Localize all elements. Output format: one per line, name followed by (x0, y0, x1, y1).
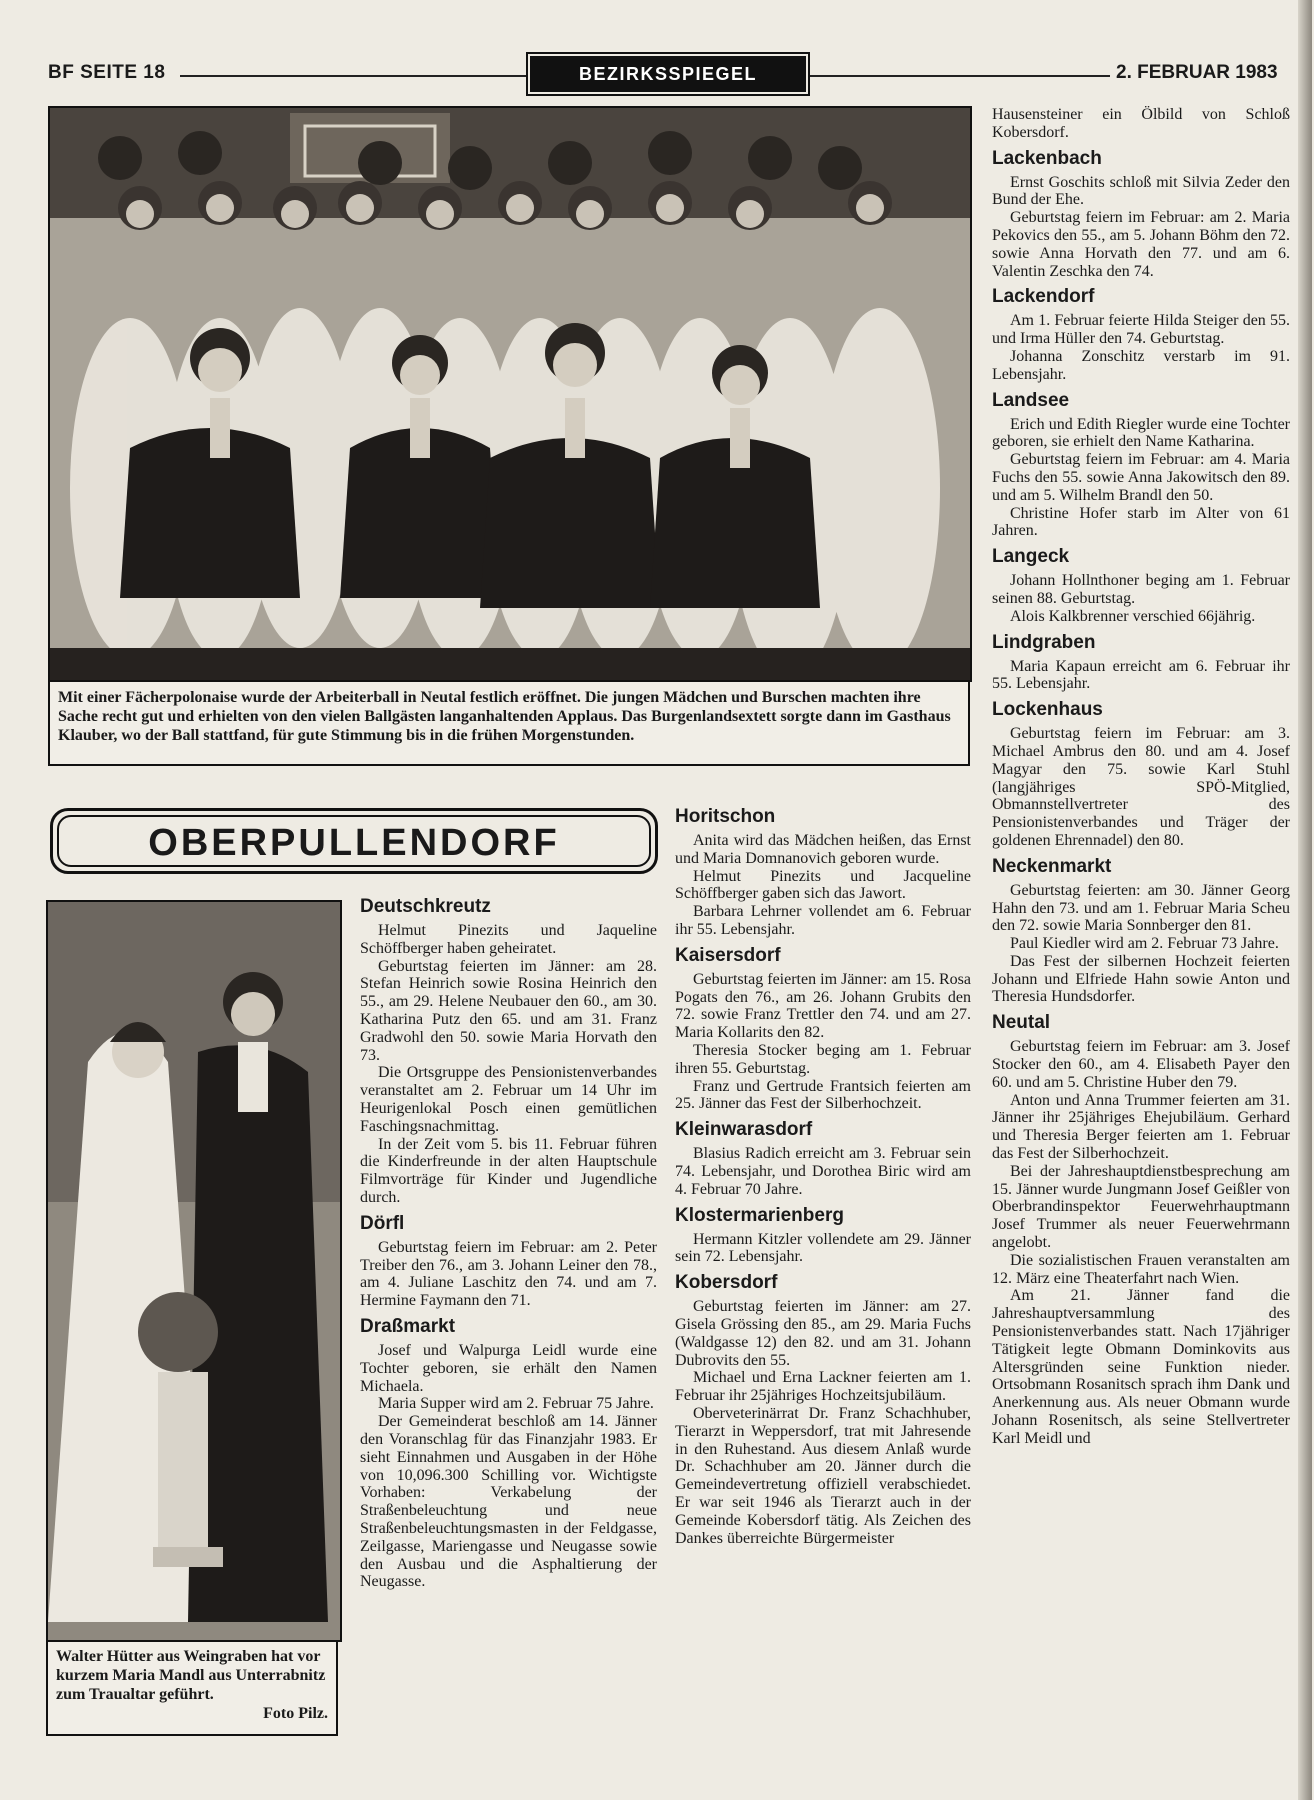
photo-credit: Foto Pilz. (263, 1705, 328, 1722)
group-photo (48, 106, 972, 682)
article-paragraph: Geburtstag feierten im Jänner: am 28. Stefan Heinrich sowie Rosina Heinrich den 55., am 29. Helene Neubauer den 60., am 30. Katharina Putz den 65. und am 31. Franz Gradwohl den 50. sowie Maria Horvath den 73. (360, 957, 657, 1064)
article-paragraph: Helmut Pinezits und Jacqueline Schöffberger gaben sich das Jawort. (675, 867, 971, 903)
wedding-photo-illustration (48, 902, 340, 1640)
section-title: BEZIRKSSPIEGEL (578, 64, 758, 84)
article-paragraph: Ernst Goschits schloß mit Silvia Zeder den Bund der Ehe. (992, 173, 1290, 209)
article-paragraph: Das Fest der silbernen Hochzeit feierten Johann und Elfriede Hahn sowie Anton und Theresia Hundsdorfer. (992, 952, 1290, 1006)
heading-drassmarkt: Draßmarkt (360, 1315, 456, 1337)
article-paragraph: Am 21. Jänner fand die Jahreshauptversammlung des Pensionistenverbandes statt. Nach 17jähriger Tätigkeit legte Obmann Dominkovits aus Altersgründen seine Funktion nieder. Ortsobmann Rosanitsch sprach ihm Dank und Anerkennung aus. Als neuer Obmann wurde Johann Rosenitsch, als seine Stellvertreter Karl Meidl und (992, 1287, 1290, 1447)
region-title: OBERPULLENDORF (57, 815, 651, 867)
group-photo-illustration (50, 108, 970, 680)
heading-horitschon: Horitschon (675, 806, 776, 827)
article-paragraph: Maria Kapaun erreicht am 6. Februar ihr 55. Lebensjahr. (992, 657, 1290, 693)
article-paragraph: Alois Kalkbrenner verschied 66jährig. (1010, 607, 1256, 625)
article-paragraph-continued: Hausensteiner ein Ölbild von Schloß Kobersdorf. (992, 106, 1290, 141)
article-paragraph: Der Gemeinderat beschloß am 14. Jänner den Voranschlag für das Finanzjahr 1983. Er sieht Einnahmen und Ausgaben in der Höhe von 10,096.300 Schilling vor. Wichtigste Vorhaben: Verkabelung der Straßenbeleuchtung und neue Straßenbeleuchtungsmasten in der Feldgasse, Zeilgasse, Mariengasse und Neugasse sowie den Ausbau und die Asphaltierung der Neugasse. (360, 1413, 657, 1591)
article-paragraph: Christine Hofer starb im Alter von 61 Jahren. (992, 504, 1290, 540)
article-paragraph: Hermann Kitzler vollendete am 29. Jänner sein 72. Lebensjahr. (675, 1230, 971, 1266)
section-title-box (530, 56, 806, 92)
article-paragraph: Franz und Gertrude Frantsich feierten am 25. Jänner das Fest der Silberhochzeit. (675, 1077, 971, 1113)
article-paragraph: Geburtstag feiern im Februar: am 2. Peter Treiber den 76., am 3. Johann Leiner den 78., am 4. Juliane Laschitz den 74. und am 7. Hermine Faymann den 71. (360, 1238, 657, 1310)
heading-langeck: Langeck (992, 546, 1070, 568)
article-paragraph: Oberveterinärrat Dr. Franz Schachhuber, Tierarzt in Weppersdorf, trat mit Jahresende in den Ruhestand. Aus diesem Anlaß wurde Dr. Schachhuber am 20. Jänner durch die Gemeindevertretung offiziell verabschiedet. Er war seit 1946 als Tierarzt auch in der Gemeinde Kobersdorf tätig. Als Zeichen des Dankes überreichte Bürgermeister (675, 1404, 971, 1547)
header-rule-left (180, 75, 528, 77)
heading-klostermarienberg: Klostermarienberg (675, 1204, 844, 1226)
wedding-caption-text: Walter Hütter aus Weingraben hat vor kurzem Maria Mandl aus Unterrabnitz zum Traualtar geführt. (56, 1648, 326, 1703)
column-2 (675, 800, 971, 1547)
heading-kaisersdorf: Kaisersdorf (675, 944, 781, 966)
heading-lackenbach: Lackenbach (992, 147, 1102, 169)
article-paragraph: Anton und Anna Trummer feierten am 31. Jänner ihr 25jähriges Ehejubiläum. Gerhard und Theresia Berger feierten am 1. Februar das Fest der Silberhochzeit. (992, 1091, 1290, 1163)
group-photo-caption: Mit einer Fächerpolonaise wurde der Arbeiterball in Neutal festlich eröffnet. Die jungen Mädchen und Burschen machten ihre Sache recht gut und erhielten von den vielen Ballgästen langanhaltenden Applaus. Das Burgenlandsextett sorgte dann im Gasthaus Klauber, wo der Ball stattfand, für gute Stimmung bis in die frühen Morgenstunden. (48, 680, 970, 766)
heading-landsee: Landsee (992, 389, 1070, 411)
article-paragraph: Geburtstag feiern im Februar: am 3. Josef Stocker den 60., am 4. Elisabeth Payer den 60. und am 5. Christine Huber den 79. (992, 1038, 1290, 1091)
article-paragraph: Paul Kiedler wird am 2. Februar 73 Jahre. (1010, 935, 1279, 953)
heading-lackendorf: Lackendorf (992, 286, 1095, 308)
article-paragraph: Geburtstag feiern im Februar: am 3. Michael Ambrus den 80. und am 4. Josef Magyar den 75. sowie Karl Stuhl (langjähriges SPÖ-Mitglied, Obmannstellvertreter des Pensionistenverbandes und Träger der goldenen Ehrennadel) den 80. (992, 725, 1290, 849)
article-paragraph: Bei der Jahreshauptdienstbesprechung am 15. Jänner wurde Jungmann Josef Geißler von Oberbrandinspektor Feuerwehrhauptmann Josef Trummer als neuer Feuerwehrmann angelobt. (992, 1162, 1290, 1252)
article-paragraph: Geburtstag feierten im Jänner: am 27. Gisela Grössing den 85., am 29. Maria Fuchs (Waldgasse 12) den 82. und am 31. Johann Dubrovits den 55. (675, 1298, 971, 1369)
heading-kobersdorf: Kobersdorf (675, 1272, 778, 1294)
article-paragraph: Die sozialistischen Frauen veranstalten am 12. März eine Theaterfahrt nach Wien. (992, 1251, 1290, 1287)
article-paragraph: Josef und Walpurga Leidl wurde eine Tochter geboren, sie erhält den Namen Michaela. (360, 1341, 657, 1395)
article-paragraph: Am 1. Februar feierte Hilda Steiger den 55. und Irma Hüller den 74. Geburtstag. (992, 312, 1290, 348)
article-paragraph: Die Ortsgruppe des Pensionistenverbandes veranstaltet am 2. Februar um 14 Uhr im Heurigenlokal Posch einen gemütlichen Faschingsnachmittag. (360, 1064, 657, 1135)
article-paragraph: Helmut Pinezits und Jaqueline Schöffberger haben geheiratet. (360, 922, 657, 957)
article-paragraph: Geburtstag feiern im Februar: am 4. Maria Fuchs den 55. sowie Anna Jakowitsch den 89. und am 5. Wilhelm Brandl den 50. (992, 451, 1290, 504)
issue-date: 2. FEBRUAR 1983 (1116, 62, 1278, 83)
heading-neutal: Neutal (992, 1012, 1051, 1034)
article-paragraph: In der Zeit vom 5. bis 11. Februar führen die Kinderfreunde in der alten Hauptschule Filmvorträge für Kinder und Jugendliche durch. (360, 1135, 657, 1206)
article-paragraph: Theresia Stocker beging am 1. Februar ihren 55. Geburtstag. (675, 1041, 971, 1077)
article-paragraph: Geburtstag feierten im Jänner: am 15. Rosa Pogats den 76., am 26. Johann Grubits den 72. sowie Franz Trettler den 74. und am 27. Maria Kollarits den 82. (675, 970, 971, 1042)
heading-lockenhaus: Lockenhaus (992, 699, 1103, 721)
article-paragraph: Erich und Edith Riegler wurde eine Tochter geboren, sie erhielt den Name Katharina. (992, 415, 1290, 451)
header-rule-right (810, 75, 1110, 77)
article-paragraph: Geburtstag feiern im Februar: am 2. Maria Pekovics den 55., am 5. Johann Böhm den 72. sowie Anna Horvath den 77. und am 6. Valentin Zeschka den 74. (992, 209, 1290, 280)
article-paragraph: Maria Supper wird am 2. Februar 75 Jahre. (378, 1395, 654, 1413)
article-paragraph: Geburtstag feierten: am 30. Jänner Georg Hahn den 73. und am 1. Februar Maria Scheu den 72. sowie Maria Sonnberger den 81. (992, 881, 1290, 935)
heading-deutschkreutz: Deutschkreutz (360, 896, 491, 917)
heading-lindgraben: Lindgraben (992, 631, 1096, 653)
wedding-photo (46, 900, 342, 1642)
page-edge-shadow (1298, 0, 1312, 1800)
article-paragraph: Barbara Lehrner vollendet am 6. Februar ihr 55. Lebensjahr. (675, 903, 971, 938)
region-banner (50, 808, 658, 874)
heading-neckenmarkt: Neckenmarkt (992, 855, 1112, 877)
page-number: BF SEITE 18 (48, 62, 166, 83)
article-paragraph: Anita wird das Mädchen heißen, das Ernst und Maria Domnanovich geboren wurde. (675, 832, 971, 867)
column-1 (360, 890, 657, 1591)
article-paragraph: Michael und Erna Lackner feierten am 1. Februar ihr 25jähriges Hochzeitsjubiläum. (675, 1369, 971, 1405)
article-paragraph: Johann Hollnthoner beging am 1. Februar seinen 88. Geburtstag. (992, 572, 1290, 607)
heading-doerfl: Dörfl (360, 1212, 405, 1234)
column-3 (992, 106, 1290, 1448)
article-paragraph: Johanna Zonschitz verstarb im 91. Lebensjahr. (992, 347, 1290, 383)
wedding-photo-caption (46, 1640, 338, 1736)
heading-kleinwarasdorf: Kleinwarasdorf (675, 1119, 813, 1141)
article-paragraph: Blasius Radich erreicht am 3. Februar sein 74. Lebensjahr, und Dorothea Biric wird am 4. Februar 70 Jahre. (675, 1145, 971, 1198)
